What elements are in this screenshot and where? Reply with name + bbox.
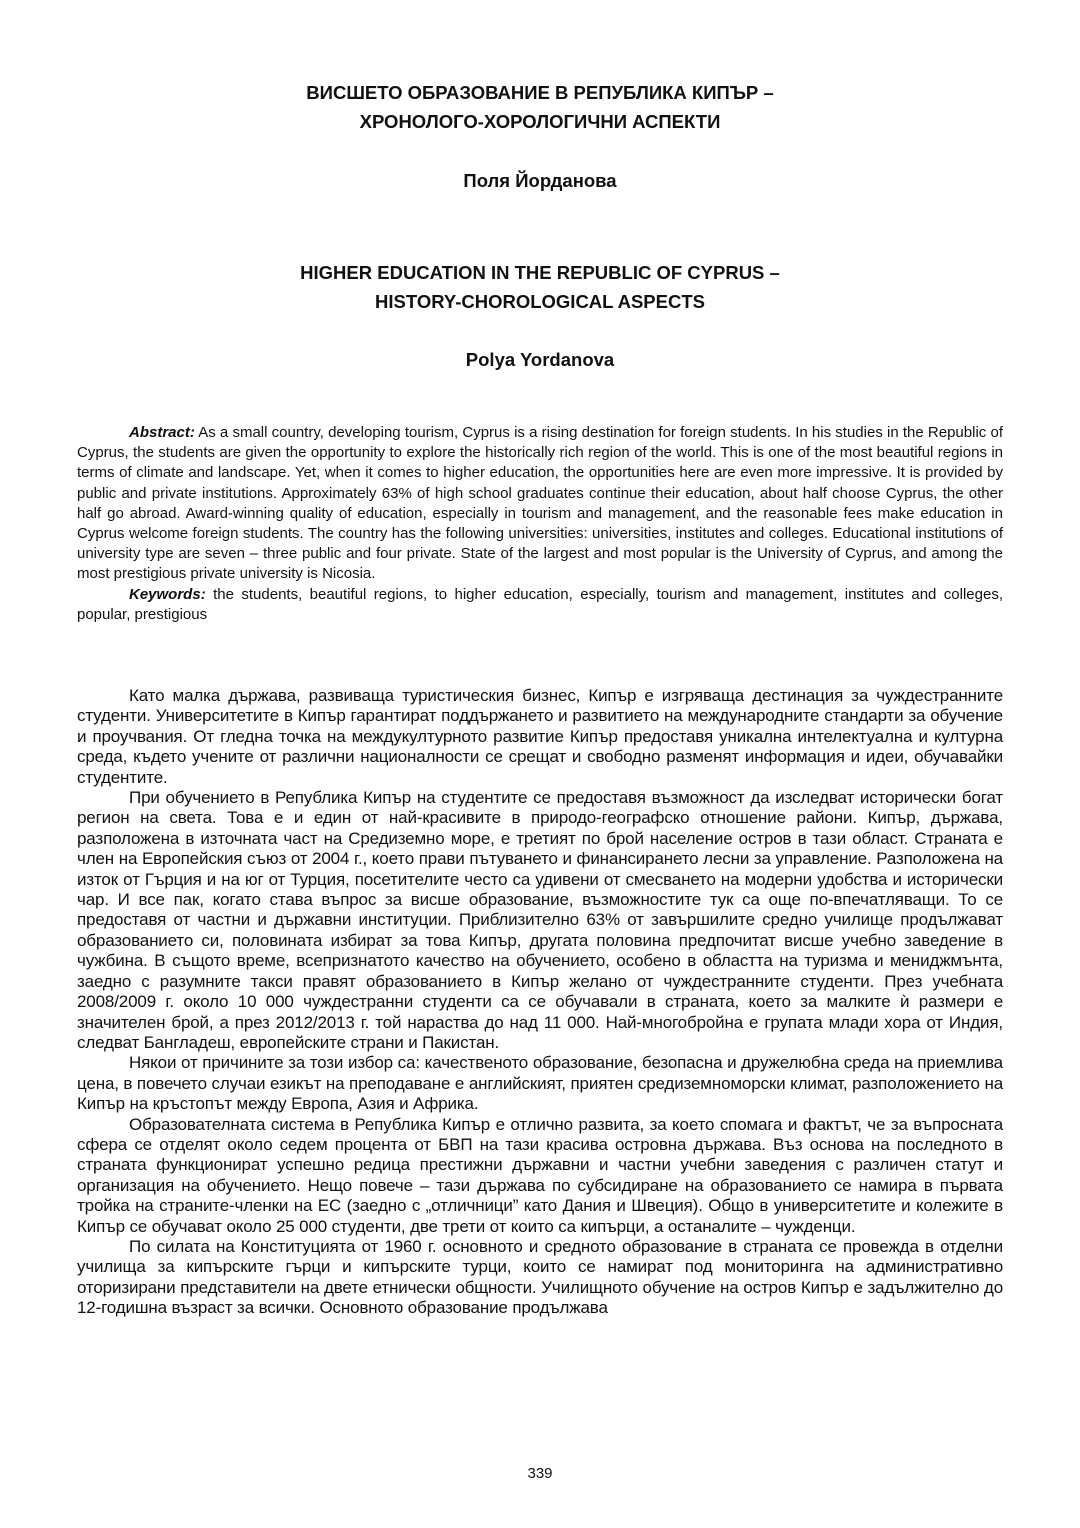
title-english — [0, 258, 1080, 316]
keywords-label: Keywords: — [129, 585, 206, 603]
author-bulgarian: Поля Йорданова — [463, 170, 617, 191]
author-english: Polya Yordanova — [465, 349, 615, 370]
body-paragraph: Някои от причините за този избор са: качественото образование, безопасна и дружелюбна среда на приемлива цена, в повечето случаи езикът на преподаване е английският, приятен средиземноморски климат, разположението на Кипър на кръстопът между Европа, Азия и Африка. — [77, 1053, 1003, 1114]
keywords-paragraph — [77, 585, 1003, 625]
abstract-label: Abstract: — [129, 424, 195, 441]
body-paragraph: По силата на Конституцията от 1960 г. основното и средното образование в страната се провежда в отделни училища за кипърските гърци и кипърските турци, които се намират под мониторинга на административно оторизирани представители на двете етнически общности. Училищното обучение на остров Кипър е задължително до 12-годишна възраст за всички. Основното образование продължава — [77, 1236, 1003, 1318]
body-paragraph: Образователната система в Република Кипър е отлично развита, за което спомага и фактът, че за въпросната сфера се отделят около седем процента от БВП на тази красива островна държава. Въз основа на последното в страната функционират успешно редица престижни държавни и частни учебни заведения с различен статут и организация на обучението. Нещо повече – тази държава по субсидиране на образованието се намира в първата тройка на страните-членки на ЕС (заедно с „отличници” като Дания и Швеция). Общо в университетите и колежите в Кипър се обучават около 25 000 студенти, две трети от които са кипърци, а останалите – чужденци. — [77, 1114, 1003, 1236]
title-bulgarian-line-2: ХРОНОЛОГО-ХОРОЛОГИЧНИ АСПЕКТИ — [359, 111, 721, 132]
abstract-paragraph — [77, 423, 1003, 585]
body-paragraph: При обучението в Република Кипър на студентите се предоставя възможност да изследват исторически богат регион на света. Това е и един от най-красивите в природо-географско отношение райони. Кипър, държава, разположена в източната част на Средиземно море, е третият по брой население остров в тази област. Страната е член на Европейския съюз от 2004 г., което прави пътуването и финансирането лесни за управление. Разположена на изток от Гърция и на юг от Турция, посетителите често са удивени от смесването на модерни удобства и исторически чар. И все пак, когато става въпрос за висше образование, възможностите тук са още по-впечатляващи. То се предоставя от частни и държавни институции. Приблизително 63% от завършилите средно училище продължават образованието си, половината избират за това Кипър, другата половина предпочитат висше учебно заведение в чужбина. В същото време, всепризнатото качество на обучението, особено в областта на туризма и мениджмънта, заедно с разумните такси правят образованието в Кипър желано от чуждестранните студенти. През учебната 2008/2009 г. около 10 000 чуждестранни студенти са се обучавали в страната, което за малките ѝ размери е значителен брой, а през 2012/2013 г. той нараства до над 11 000. Най-многобройна е групата млади хора от Индия, следват Бангладеш, европейските страни и Пакистан. — [77, 788, 1003, 1052]
body-text — [77, 686, 1003, 1319]
title-english-line-1: HIGHER EDUCATION IN THE REPUBLIC OF CYPRUS – — [300, 262, 780, 283]
title-bulgarian-line-1: ВИСШЕТО ОБРАЗОВАНИЕ В РЕПУБЛИКА КИПЪР – — [306, 82, 774, 103]
title-bulgarian — [0, 78, 1080, 136]
title-english-line-2: HISTORY-CHOROLOGICAL ASPECTS — [375, 291, 705, 312]
keywords-text: the students, beautiful regions, to higher education, especially, tourism and management, institutes and colleges, popular, prestigious — [77, 585, 1003, 623]
page-number: 339 — [527, 1465, 553, 1482]
abstract-section — [77, 423, 1003, 625]
body-paragraph: Като малка държава, развиваща туристическия бизнес, Кипър е изгряваща дестинация за чуждестранните студенти. Университетите в Кипър гарантират поддържането и развитието на международните стандарти за обучение и проучвания. От гледна точка на междукултурното развитие Кипър предоставя уникална интелектуална и културна среда, където учените от различни националности се срещат и свободно разменят информация и идеи, обучавайки студентите. — [77, 686, 1003, 787]
abstract-text: As a small country, developing tourism, Cyprus is a rising destination for foreign students. In his studies in the Republic of Cyprus, the students are given the opportunity to explore the historically rich region of the world. This is one of the most beautiful regions in terms of climate and landscape. Yet, when it comes to higher education, the opportunities here are even more impressive. It is provided by public and private institutions. Approximately 63% of high school graduates continue their education, about half choose Cyprus, the other half go abroad. Award-winning quality of education, especially in tourism and management, and the reasonable fees make education in Cyprus welcome foreign students. The country has the following universities: universities, institutes and colleges. Educational institutions of university type are seven – three public and four private. State of the largest and most popular is the University of Cyprus, and among the most prestigious private university is Nicosia. — [77, 424, 1003, 583]
